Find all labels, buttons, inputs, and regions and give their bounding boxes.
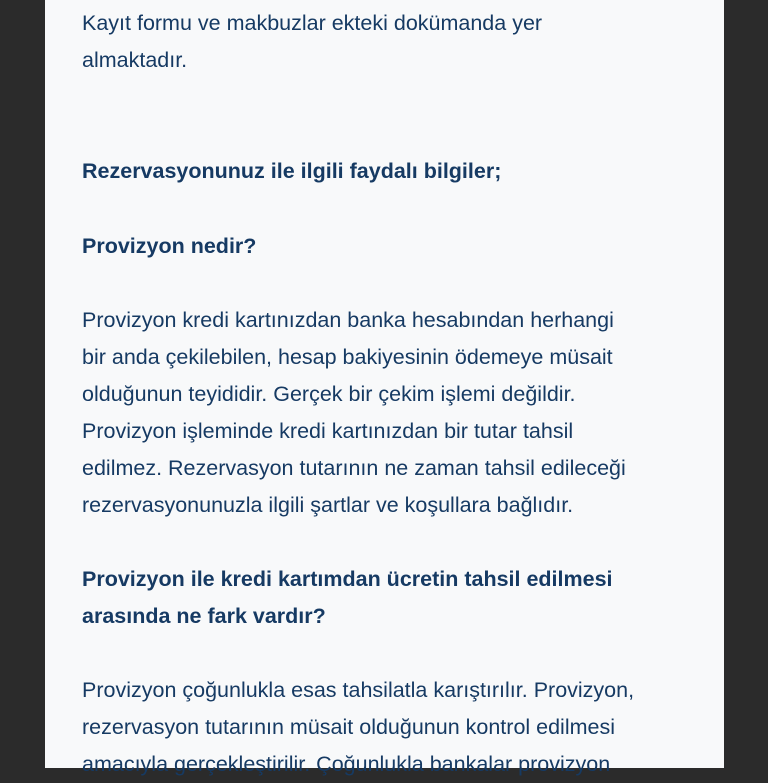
answer-line: rezervasyonunuzla ilgili şartlar ve koşullara bağlıdır. bbox=[82, 493, 574, 517]
answer-line: bir anda çekilebilen, hesap bakiyesinin ödemeye müsait bbox=[82, 345, 613, 369]
section-heading: Rezervasyonunuz ile ilgili faydalı bilgiler; bbox=[82, 159, 502, 183]
answer-line: rezervasyon tutarının müsait olduğunun kontrol edilmesi bbox=[82, 715, 616, 739]
answer-line: Provizyon çoğunlukla esas tahsilatla karıştırılır. Provizyon, bbox=[82, 678, 635, 702]
intro-line: almaktadır. bbox=[82, 48, 188, 72]
question-heading: Provizyon nedir? bbox=[82, 234, 257, 258]
question-heading: Provizyon ile kredi kartımdan ücretin tahsil edilmesi bbox=[82, 567, 613, 591]
question-heading: arasında ne fark vardır? bbox=[82, 604, 326, 628]
intro-line: Kayıt formu ve makbuzlar ekteki dokümanda yer bbox=[82, 11, 543, 35]
answer-line: amacıyla gerçekleştirilir. Çoğunlukla bankalar provizyon bbox=[82, 752, 611, 776]
answer-line: Provizyon işleminde kredi kartınızdan bir tutar tahsil bbox=[82, 419, 574, 443]
email-body-panel bbox=[45, 0, 724, 776]
answer-line: edilmez. Rezervasyon tutarının ne zaman tahsil edileceği bbox=[82, 456, 626, 480]
answer-line: Provizyon kredi kartınızdan banka hesabından herhangi bbox=[82, 308, 614, 332]
answer-line: olduğunun teyididir. Gerçek bir çekim işlemi değildir. bbox=[82, 382, 576, 406]
